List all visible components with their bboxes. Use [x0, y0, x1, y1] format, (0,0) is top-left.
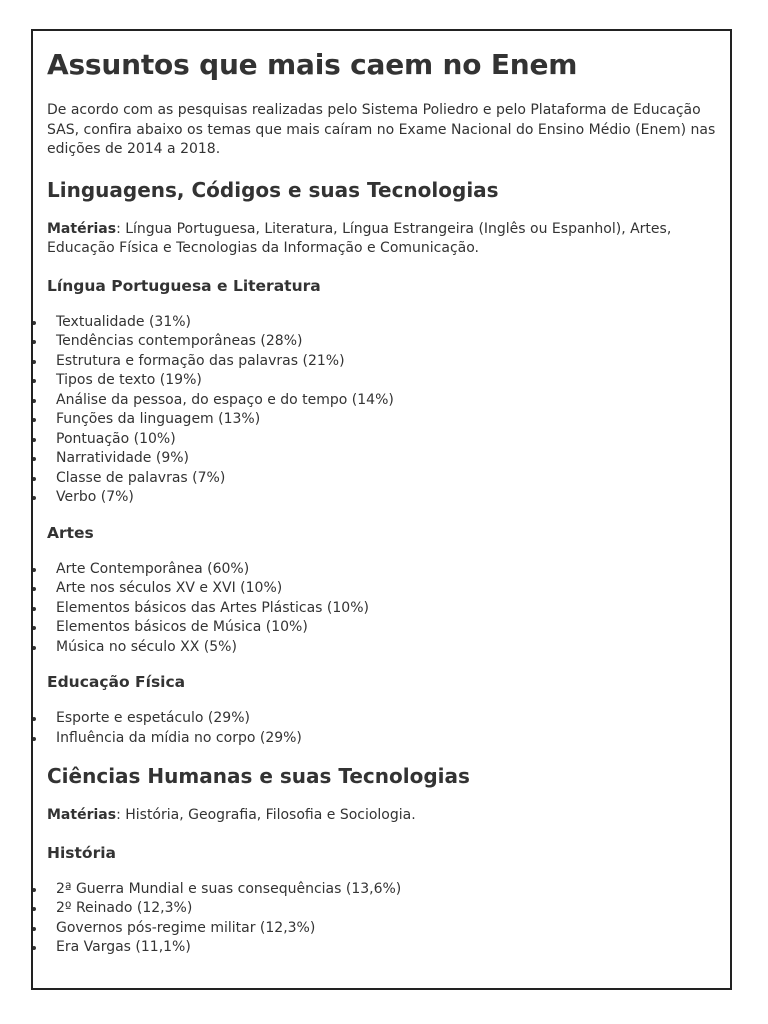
- bullet-icon: [32, 907, 36, 911]
- list-item-text: Verbo (7%): [56, 489, 134, 505]
- list-item: [47, 332, 716, 352]
- materias-line: [47, 220, 716, 259]
- subsection-title: História: [47, 843, 116, 862]
- list-item-text: Elementos básicos de Música (10%): [56, 619, 308, 635]
- section-title: Linguagens, Códigos e suas Tecnologias: [47, 177, 499, 202]
- bullet-icon: [32, 399, 36, 403]
- bullet-icon: [32, 646, 36, 650]
- topic-list: [47, 313, 716, 508]
- bullet-icon: [32, 457, 36, 461]
- materias-text: : Língua Portuguesa, Literatura, Língua Estrangeira (Inglês ou Espanhol), Artes, Educação Física e Tecnologias da Informação e Comunicação.: [47, 220, 672, 256]
- list-item-text: Arte nos séculos XV e XVI (10%): [56, 580, 283, 596]
- section-linguagens: [47, 176, 716, 749]
- list-item: [47, 430, 716, 450]
- list-item: [47, 599, 716, 619]
- list-item-text: Tendências contemporâneas (28%): [56, 333, 303, 349]
- section-title: Ciências Humanas e suas Tecnologias: [47, 764, 470, 788]
- section-ciencias-humanas: [47, 762, 716, 958]
- bullet-icon: [32, 340, 36, 344]
- bullet-icon: [32, 379, 36, 383]
- list-item-text: Narratividade (9%): [56, 450, 189, 466]
- bullet-icon: [32, 737, 36, 741]
- list-item-text: Era Vargas (11,1%): [56, 939, 191, 955]
- list-item-text: Análise da pessoa, do espaço e do tempo (14%): [56, 391, 394, 408]
- bullet-icon: [32, 360, 36, 364]
- list-item: [47, 371, 716, 391]
- list-item: [47, 729, 716, 749]
- list-item: [47, 938, 716, 958]
- list-item-text: Elementos básicos das Artes Plásticas (10%): [56, 599, 369, 616]
- topic-list: [47, 560, 716, 658]
- bullet-icon: [32, 418, 36, 422]
- bullet-icon: [32, 477, 36, 481]
- subsection-title: Língua Portuguesa e Literatura: [47, 276, 321, 295]
- bullet-icon: [32, 496, 36, 500]
- document-content: [33, 31, 730, 958]
- materias-label: Matérias: [47, 220, 117, 237]
- subsection-title: Artes: [47, 523, 94, 542]
- bullet-icon: [32, 587, 36, 591]
- bullet-icon: [32, 946, 36, 950]
- topic-list: [47, 880, 716, 958]
- list-item: [47, 579, 716, 599]
- list-item-text: Música no século XX (5%): [56, 638, 237, 655]
- bullet-icon: [32, 607, 36, 611]
- list-item-text: Pontuação (10%): [56, 430, 176, 447]
- list-item-text: Governos pós-regime militar (12,3%): [56, 919, 316, 936]
- list-item-text: Estrutura e formação das palavras (21%): [56, 352, 345, 369]
- bullet-icon: [32, 438, 36, 442]
- list-item: [47, 880, 716, 900]
- list-item: [47, 352, 716, 372]
- bullet-icon: [32, 626, 36, 630]
- list-item: [47, 449, 716, 469]
- list-item: [47, 638, 716, 658]
- list-item-text: 2ª Guerra Mundial e suas consequências (13,6%): [56, 880, 402, 897]
- document-frame: [31, 29, 732, 990]
- bullet-icon: [32, 888, 36, 892]
- list-item-text: Funções da linguagem (13%): [56, 411, 261, 427]
- intro-paragraph: De acordo com as pesquisas realizadas pelo Sistema Poliedro e pelo Plataforma de Educação SAS, confira abaixo os temas que mais caíram no Exame Nacional do Ensino Médio (Enem) nas edições de 2014 a 2018.: [47, 102, 716, 157]
- list-item-text: Tipos de texto (19%): [56, 372, 202, 388]
- list-item: [47, 488, 716, 508]
- list-item-text: Influência da mídia no corpo (29%): [56, 729, 302, 746]
- list-item: [47, 469, 716, 489]
- materias-text: : História, Geografia, Filosofia e Sociologia.: [116, 807, 416, 823]
- bullet-icon: [32, 927, 36, 931]
- list-item-text: 2º Reinado (12,3%): [56, 900, 193, 916]
- list-item: [47, 391, 716, 411]
- bullet-icon: [32, 568, 36, 572]
- list-item-text: Esporte e espetáculo (29%): [56, 710, 250, 726]
- bullet-icon: [32, 321, 36, 325]
- materias-line: [47, 806, 716, 826]
- list-item: [47, 560, 716, 580]
- page-title: Assuntos que mais caem no Enem: [47, 48, 578, 81]
- subsection-title: Educação Física: [47, 673, 186, 691]
- list-item-text: Textualidade (31%): [56, 313, 192, 330]
- list-item: [47, 899, 716, 919]
- list-item-text: Arte Contemporânea (60%): [56, 560, 250, 577]
- materias-label: Matérias: [47, 807, 117, 823]
- list-item: [47, 410, 716, 430]
- list-item: [47, 709, 716, 729]
- bullet-icon: [32, 717, 36, 721]
- list-item: [47, 313, 716, 333]
- list-item-text: Classe de palavras (7%): [56, 469, 226, 486]
- list-item: [47, 618, 716, 638]
- topic-list: [47, 709, 716, 748]
- list-item: [47, 919, 716, 939]
